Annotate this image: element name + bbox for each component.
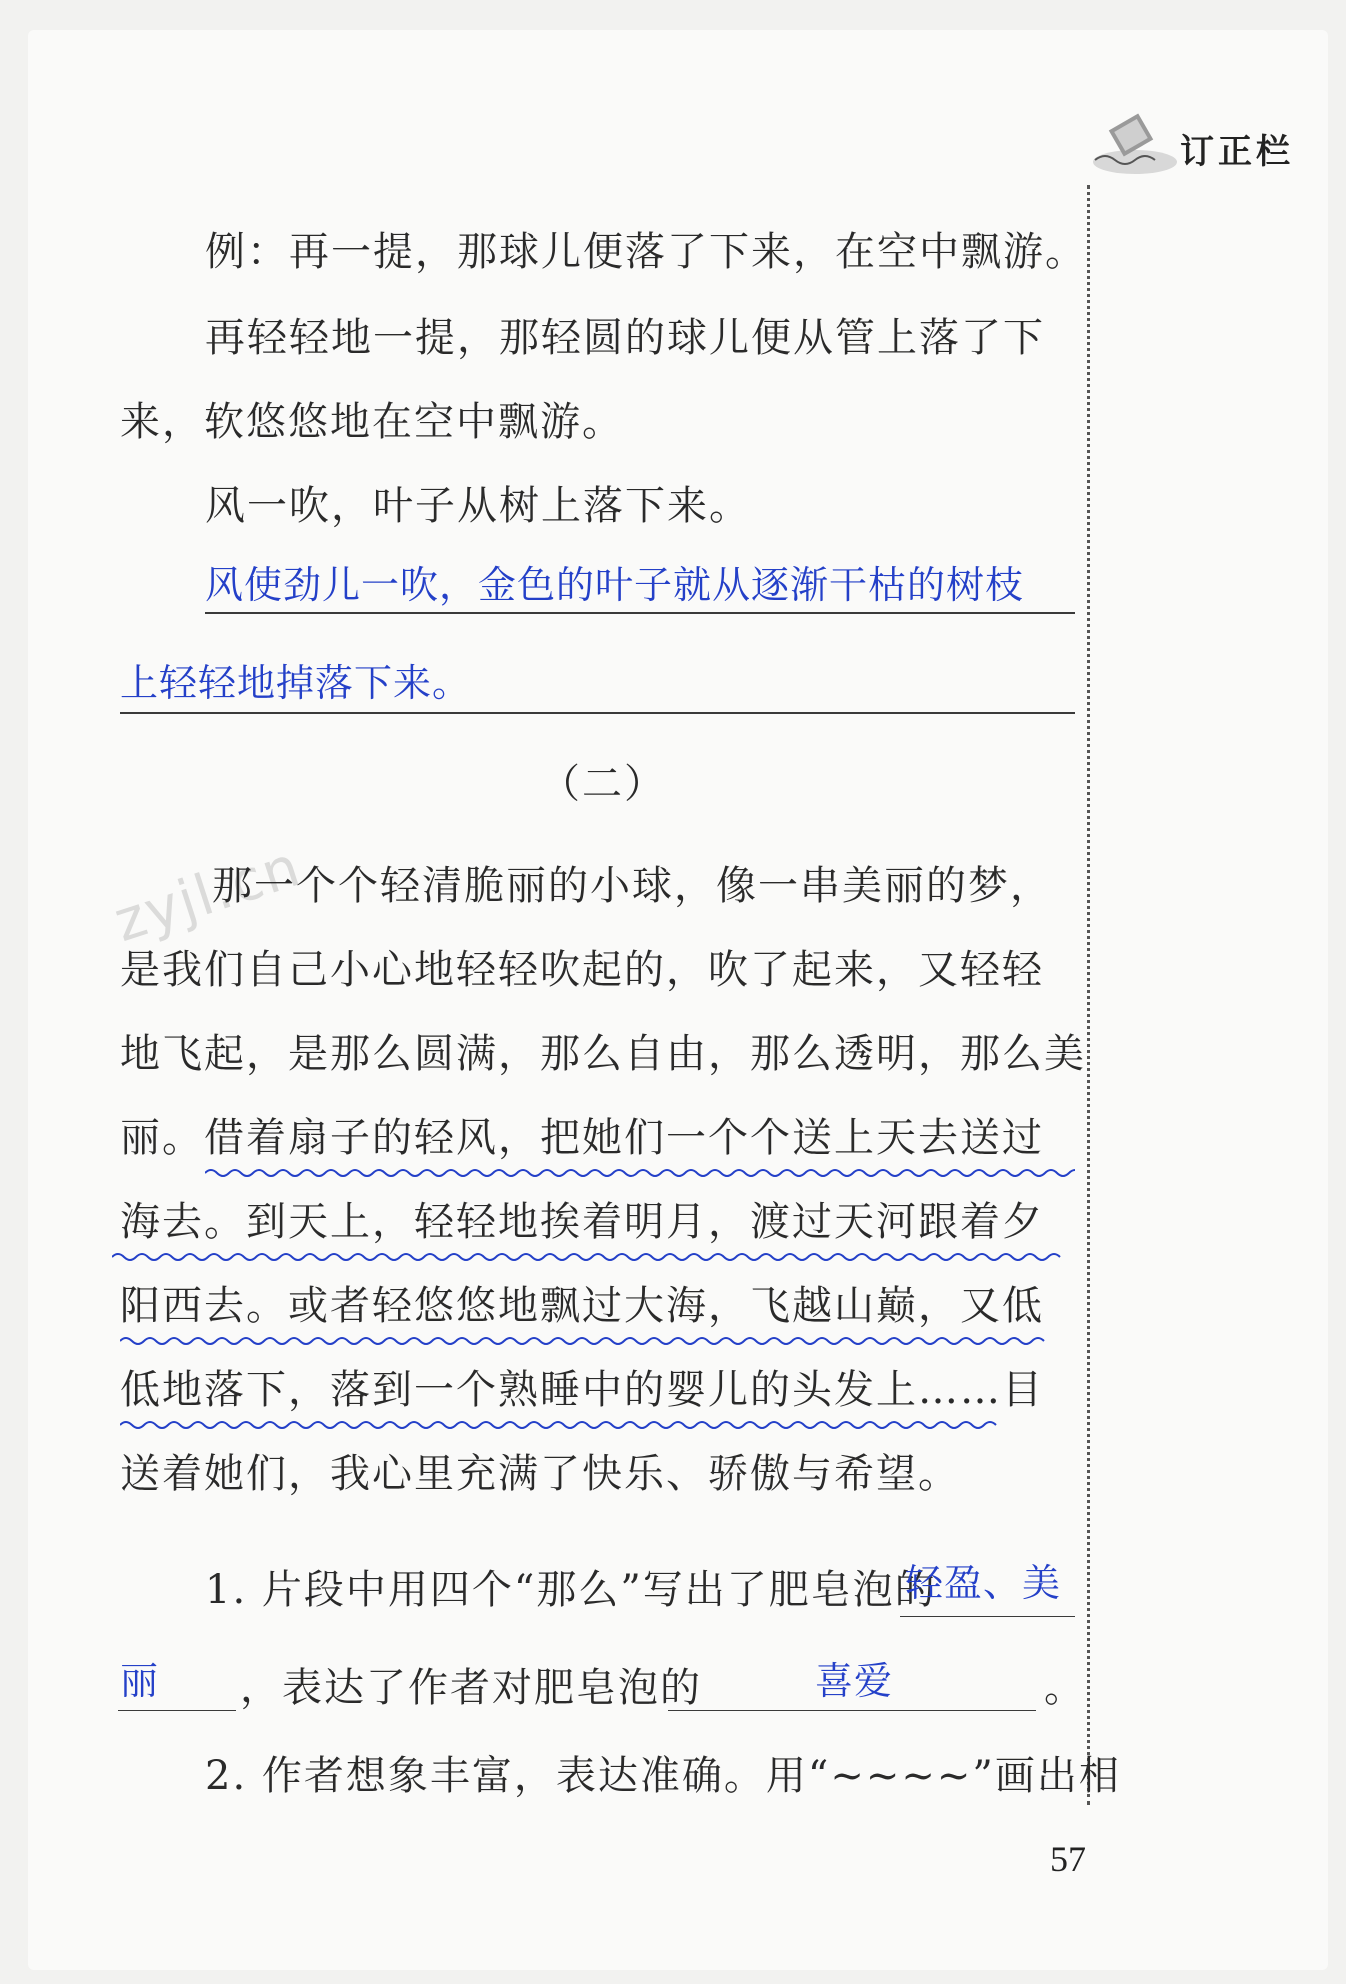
passage-line-4: 丽。借着扇子的轻风，把她们一个个送上天去送过 — [120, 1115, 1044, 1161]
passage-line-6: 阳西去。或者轻悠悠地飘过大海，飞越山巅，又低 — [120, 1283, 1044, 1329]
passage-line-2: 是我们自己小心地轻轻吹起的，吹了起来，又轻轻 — [120, 947, 1044, 993]
passage-line-1: 那一个个轻清脆丽的小球，像一串美丽的梦， — [212, 863, 1052, 909]
answer-line-1: 风使劲儿一吹，金色的叶子就从逐渐干枯的树枝 — [205, 563, 1025, 607]
pencil-note-icon — [1090, 110, 1180, 180]
answer-rule-2 — [120, 712, 1075, 714]
example-sentence: 再一提，那球儿便落了下来，在空中飘游。 — [289, 229, 1087, 275]
question-1-answer-b: 丽 — [120, 1659, 160, 1703]
question-1-answer-c: 喜爱 — [815, 1659, 894, 1703]
answer-line-2: 上轻轻地掉落下来。 — [120, 661, 472, 705]
page-number: 57 — [1050, 1839, 1086, 1879]
wavy-underline-3 — [120, 1334, 1075, 1348]
passage-line-7: 低地落下，落到一个熟睡中的婴儿的头发上……目 — [120, 1367, 1044, 1413]
correction-column-header — [1090, 100, 1320, 190]
q1-blank-rule-3 — [668, 1710, 1036, 1711]
wavy-underline-1 — [205, 1166, 1075, 1180]
question-1-answer-a: 轻盈、美 — [905, 1561, 1062, 1605]
expanded-line-1: 再轻轻地一提，那轻圆的球儿便从管上落了下 — [205, 315, 1045, 361]
passage-line-8: 送着她们，我心里充满了快乐、骄傲与希望。 — [120, 1451, 960, 1497]
q1-blank-rule-1 — [900, 1616, 1075, 1617]
wavy-underline-2 — [112, 1250, 1075, 1264]
watermark: zyjl.cn — [106, 833, 310, 956]
question-2-prompt: 2. 作者想象丰富，表达准确。用“~~~~”画出相 — [205, 1753, 1121, 1799]
passage-line-3: 地飞起，是那么圆满，那么自由，那么透明，那么美 — [120, 1031, 1086, 1077]
example-line — [205, 228, 1087, 276]
correction-column-divider — [1087, 185, 1090, 1805]
passage-line-5: 海去。到天上，轻轻地挨着明月，渡过天河跟着夕 — [120, 1199, 1044, 1245]
expanded-line-2: 来，软悠悠地在空中飘游。 — [120, 399, 624, 445]
section-title: （二） — [540, 761, 666, 807]
task-sentence: 风一吹，叶子从树上落下来。 — [205, 483, 751, 529]
question-1-prompt-continued: ，表达了作者对肥皂泡的 — [240, 1665, 702, 1711]
answer-rule-1 — [205, 612, 1075, 614]
question-1-end: 。 — [1044, 1665, 1086, 1711]
correction-column-label: 订正栏 — [1180, 132, 1294, 172]
wavy-underline-4 — [120, 1418, 1020, 1432]
q1-blank-rule-2 — [118, 1710, 236, 1711]
example-label: 例： — [205, 229, 289, 275]
question-1-prompt: 1. 片段中用四个“那么”写出了肥皂泡的 — [205, 1567, 937, 1613]
